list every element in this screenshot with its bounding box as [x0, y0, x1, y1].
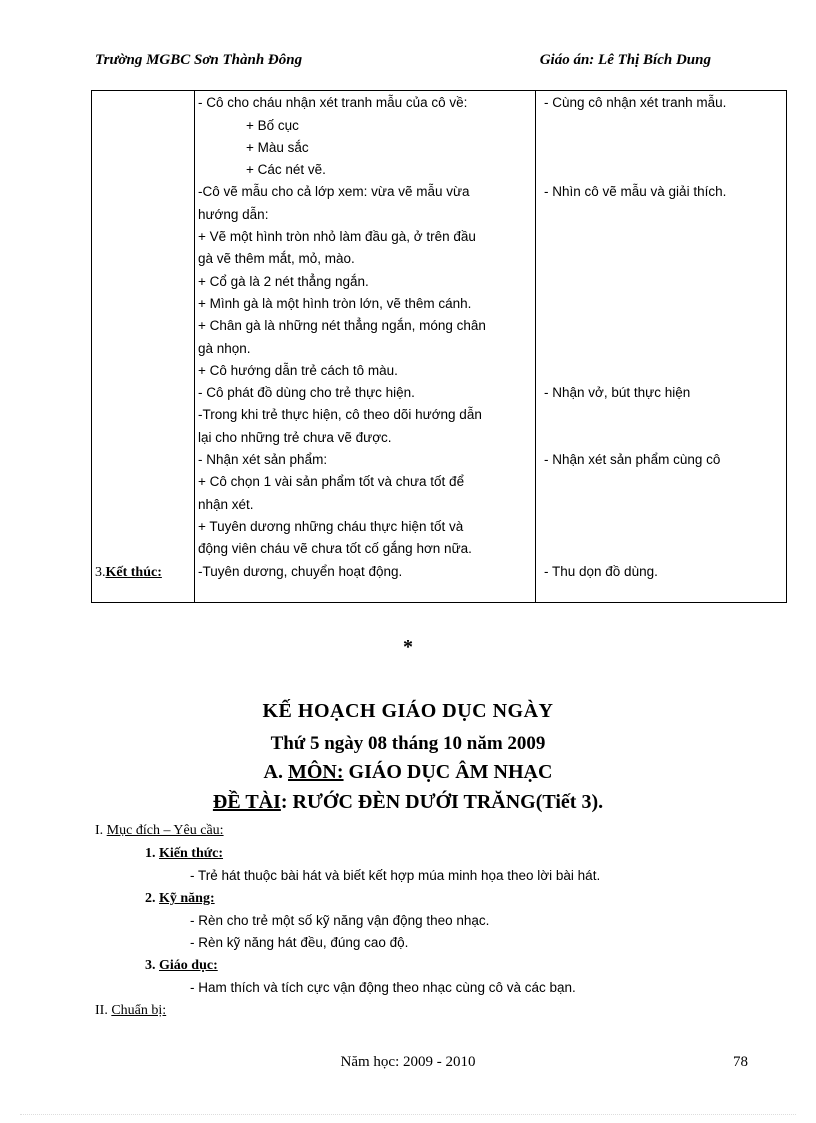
teacher-line: -Trong khi trẻ thực hiện, cô theo dõi hướng dẫn — [198, 407, 482, 422]
teacher-line: + Các nét vẽ. — [246, 162, 326, 177]
teacher-line: - Nhận xét sản phẩm: — [198, 452, 328, 467]
teacher-line: gà nhọn. — [198, 341, 251, 356]
school-name: Trường MGBC Sơn Thành Đông — [95, 52, 303, 68]
child-line: - Nhận xét sản phẩm cùng cô — [544, 452, 721, 467]
separator-star: * — [403, 636, 413, 658]
subsection-education: 3. Giáo dục: — [145, 958, 218, 973]
author-name: Giáo án: Lê Thị Bích Dung — [539, 52, 711, 68]
skills-text: - Rèn cho trẻ một số kỹ năng vận động theo nhạc. — [190, 913, 490, 928]
teacher-line: + Bố cục — [246, 118, 299, 133]
teacher-line: + Tuyên dương những cháu thực hiện tốt và — [198, 519, 464, 534]
skills-text: - Rèn kỹ năng hát đều, đúng cao độ. — [190, 935, 409, 950]
page-edge-divider — [20, 1114, 796, 1115]
page-number: 78 — [733, 1054, 748, 1070]
subject-line: A. MÔN: GIÁO DỤC ÂM NHẠC — [263, 761, 553, 783]
teacher-line: nhận xét. — [198, 497, 254, 512]
section-purpose: I. Mục đích – Yêu cầu: — [95, 823, 224, 838]
teacher-line: + Cô hướng dẫn trẻ cách tô màu. — [198, 363, 398, 378]
teacher-line: hướng dẫn: — [198, 207, 269, 222]
plan-title: KẾ HOẠCH GIÁO DỤC NGÀY — [262, 700, 554, 722]
step-label: 3.Kết thúc: — [95, 565, 162, 580]
teacher-line: động viên cháu vẽ chưa tốt cố gắng hơn nữa. — [198, 541, 472, 556]
child-line: - Thu dọn đồ dùng. — [544, 564, 658, 579]
teacher-line: -Cô vẽ mẫu cho cả lớp xem: vừa vẽ mẫu vừa — [198, 184, 470, 199]
column-divider — [535, 91, 536, 602]
section-preparation: II. Chuẩn bị: — [95, 1003, 167, 1018]
teacher-line: lại cho những trẻ chưa vẽ được. — [198, 430, 392, 445]
step-column — [92, 91, 195, 602]
teacher-line: + Cô chọn 1 vài sản phẩm tốt và chưa tốt để — [198, 474, 465, 489]
teacher-line: + Mình gà là một hình tròn lớn, vẽ thêm cánh. — [198, 296, 472, 311]
page-header — [95, 52, 711, 74]
teacher-line: - Cô phát đồ dùng cho trẻ thực hiện. — [198, 385, 415, 400]
teacher-line: -Tuyên dương, chuyển hoạt động. — [198, 564, 403, 579]
teacher-line: - Cô cho cháu nhận xét tranh mẫu của cô về: — [198, 95, 468, 110]
activity-table — [91, 90, 787, 603]
teacher-line: + Cổ gà là 2 nét thẳng ngắn. — [198, 274, 369, 289]
education-text: - Ham thích và tích cực vận động theo nhạc cùng cô và các bạn. — [190, 980, 576, 995]
child-line: - Nhìn cô vẽ mẫu và giải thích. — [544, 184, 727, 199]
topic-line: ĐỀ TÀI: RƯỚC ĐÈN DƯỚI TRĂNG(Tiết 3). — [212, 791, 604, 813]
teacher-line: + Vẽ một hình tròn nhỏ làm đầu gà, ở trên đầu — [198, 229, 476, 244]
subsection-knowledge: 1. Kiến thức: — [145, 846, 224, 861]
teacher-line: + Màu sắc — [246, 140, 309, 155]
teacher-line: + Chân gà là những nét thẳng ngắn, móng chân — [198, 318, 486, 333]
knowledge-text: - Trẻ hát thuộc bài hát và biết kết hợp múa minh họa theo lời bài hát. — [190, 868, 601, 883]
school-year: Năm học: 2009 - 2010 — [340, 1054, 476, 1070]
plan-date: Thứ 5 ngày 08 tháng 10 năm 2009 — [270, 733, 546, 754]
child-line: - Cùng cô nhận xét tranh mẫu. — [544, 95, 727, 110]
teacher-line: gà vẽ thêm mắt, mỏ, mào. — [198, 251, 355, 266]
child-line: - Nhận vở, bút thực hiện — [544, 385, 691, 400]
subsection-skills: 2. Kỹ năng: — [145, 891, 215, 906]
